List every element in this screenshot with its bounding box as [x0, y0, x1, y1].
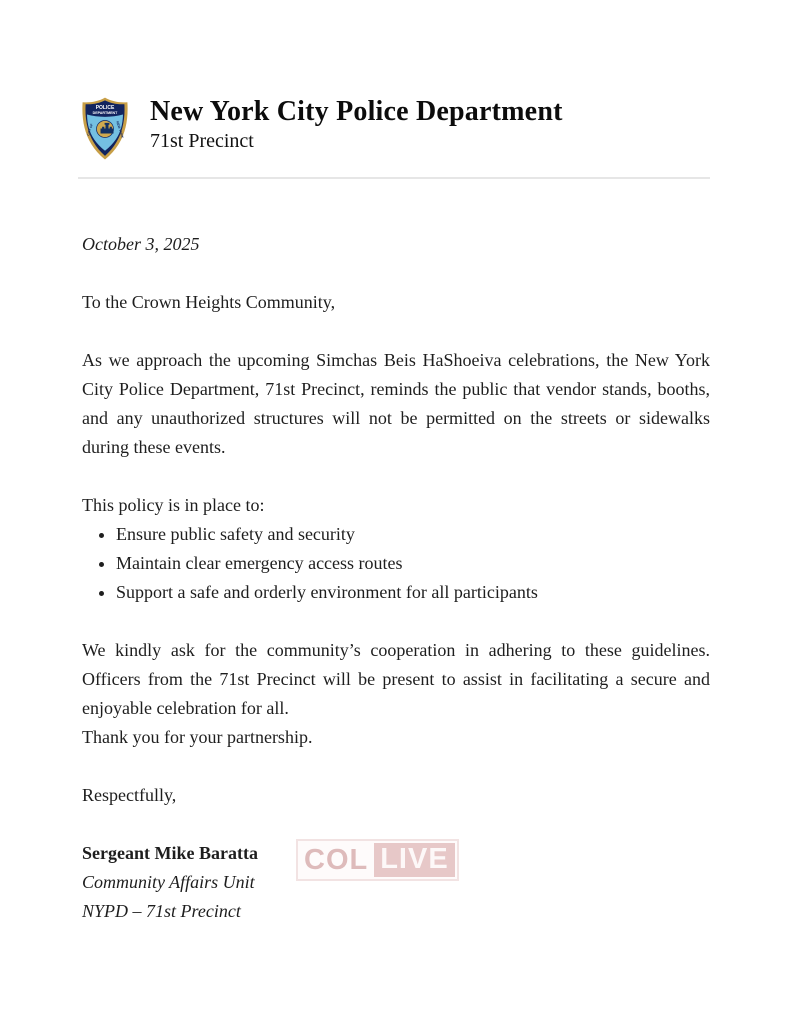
logo-text-city-of: CITY OF	[86, 123, 94, 137]
bullet-item: • Ensure public safety and security	[116, 520, 710, 549]
policy-bullet-list	[82, 520, 710, 607]
collive-watermark	[296, 839, 459, 881]
logo-text-department: DEPARTMENT	[92, 111, 118, 115]
policy-intro: This policy is in place to:	[82, 495, 265, 515]
header-divider	[78, 177, 710, 179]
signature-unit: Community Affairs Unit	[82, 872, 255, 892]
org-name-title: New York City Police Department	[150, 96, 563, 127]
signature-name: Sergeant Mike Baratta	[82, 843, 258, 863]
precinct-subtitle: 71st Precinct	[150, 130, 254, 152]
closing-line: Respectfully,	[82, 785, 177, 805]
logo-text-new-york: NEW YORK	[115, 120, 125, 139]
letter-salutation: To the Crown Heights Community,	[82, 292, 336, 312]
collive-watermark-col: COL	[304, 844, 369, 876]
bullet-item: • Support a safe and orderly environment for all participants	[116, 578, 710, 607]
letter-body	[82, 230, 710, 926]
letter-header	[82, 97, 710, 167]
thanks-line: Thank you for your partnership.	[82, 727, 313, 747]
signature-org: NYPD – 71st Precinct	[82, 901, 241, 921]
nypd-shield-logo	[82, 97, 128, 160]
letter-paragraph-2: We kindly ask for the community’s cooperation in adhering to these guidelines. Officers from the 71st Precinct will be present to assist in facilitating a secure and enjoyable celebration for all.	[82, 640, 710, 718]
collive-watermark-live: LIVE	[374, 843, 454, 877]
logo-text-police: POLICE	[95, 105, 115, 112]
letter-paragraph-1: As we approach the upcoming Simchas Beis HaShoeiva celebrations, the New York City Police Department, 71st Precinct, reminds the public that vendor stands, booths, and any unauthorized structures will not be permitted on the streets or sidewalks during these events.	[82, 350, 710, 457]
bullet-item: • Maintain clear emergency access routes	[116, 549, 710, 578]
letter-date: October 3, 2025	[82, 234, 200, 254]
